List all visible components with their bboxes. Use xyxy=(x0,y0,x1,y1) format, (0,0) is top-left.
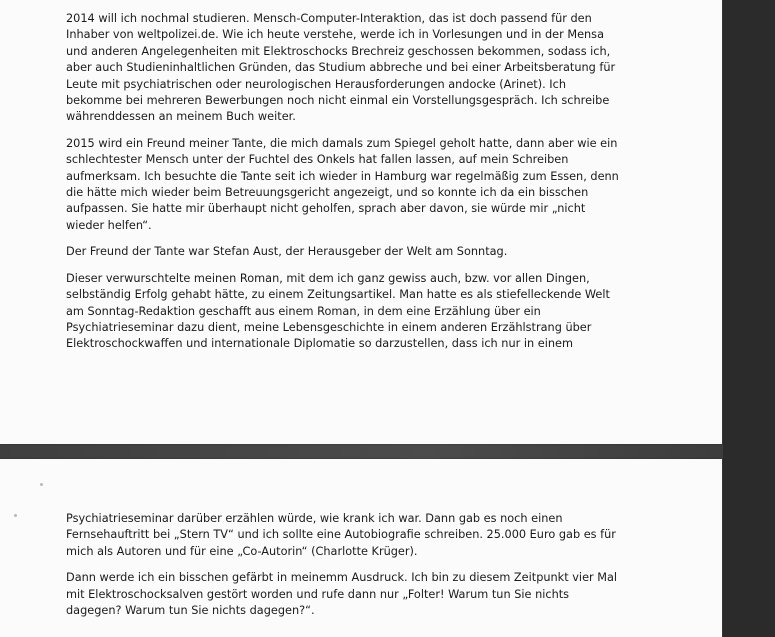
document-page-2 xyxy=(0,459,722,637)
paragraph-seminar: Psychiatrieseminar darüber erzählen würde, wie krank ich war. Dann gab es noch einen Fernsehauftritt bei „Stern TV“ und ich sollte eine Autobiografie schreiben. 25.000 Euro gab es für mich als Autoren und für eine „Co-Autorin“ (Charlotte Krüger). xyxy=(66,512,616,558)
page-1-text xyxy=(66,11,676,363)
paragraph-folter: Dann werde ich ein bisschen gefärbt in meinemm Ausdruck. Ich bin zu diesem Zeitpunkt vier Mal mit Elektroschocksalven gestört worden und rufe dann nur „Folter! Warum tun Sie nichts dagegen? Warum tun Sie nichts dagegen?“. xyxy=(66,571,618,618)
page-2-text xyxy=(66,511,676,629)
paragraph-2014: 2014 will ich nochmal studieren. Mensch-Computer-Interaktion, das ist doch passend für den Inhaber von weltpolizei.de. Wie ich heute verstehe, werde ich in Vorlesungen und in der Mensa und anderen Angelegenheiten mit Elektroschocks Brechreiz geschossen bekommen, sodass ich, aber auch Studieninhaltlichen Gründen, das Studium abbreche und bei einer Arbeitsberatung für Leute mit psychiatrischen oder neurologischen Herausforderungen andocke (Arinet). Ich bekomme bei mehreren Bewerbungen noch nicht einmal ein Vorstellungsgespräch. Ich schreibe währenddessen an meinem Buch weiter. xyxy=(66,12,616,124)
paragraph-2015: 2015 wird ein Freund meiner Tante, die mich damals zum Spiegel geholt hatte, dann aber wie ein schlechtester Mensch unter der Fuchtel des Onkels hat fallen lassen, auf mein Schreiben aufmerksam. Ich besuchte die Tante seit ich wieder in Hamburg war regelmäßig zum Essen, denn die hätte mich wieder beim Betreuungsgericht angezeigt, und so konnte ich da ein bisschen aufpassen. Sie hatte mir überhaupt nicht geholfen, sprach aber davon, sie würde mir „nicht wieder helfen“. xyxy=(66,136,619,232)
viewer-scrollbar-track[interactable] xyxy=(723,0,775,637)
paragraph-stefan-aust: Der Freund der Tante war Stefan Aust, der Herausgeber der Welt am Sonntag. xyxy=(66,245,508,259)
scan-speck xyxy=(40,483,43,486)
paragraph-roman: Dieser verwurschtelte meinen Roman, mit dem ich ganz gewiss auch, bzw. vor allen Dingen, selbständig Erfolg gehabt hätte, zu einem Zeitungsartikel. Man hatte es als stiefelleckende Welt am Sonntag-Redaktion geschafft aus einem Roman, in dem eine Erzählung über ein Psychiatrieseminar dazu dient, meine Lebensgeschichte in einem anderen Erzählstrang über Elektroschockwaffen und internationale Diplomatie so darzustellen, dass ich nur in einem xyxy=(66,271,610,351)
scan-speck xyxy=(14,514,17,517)
